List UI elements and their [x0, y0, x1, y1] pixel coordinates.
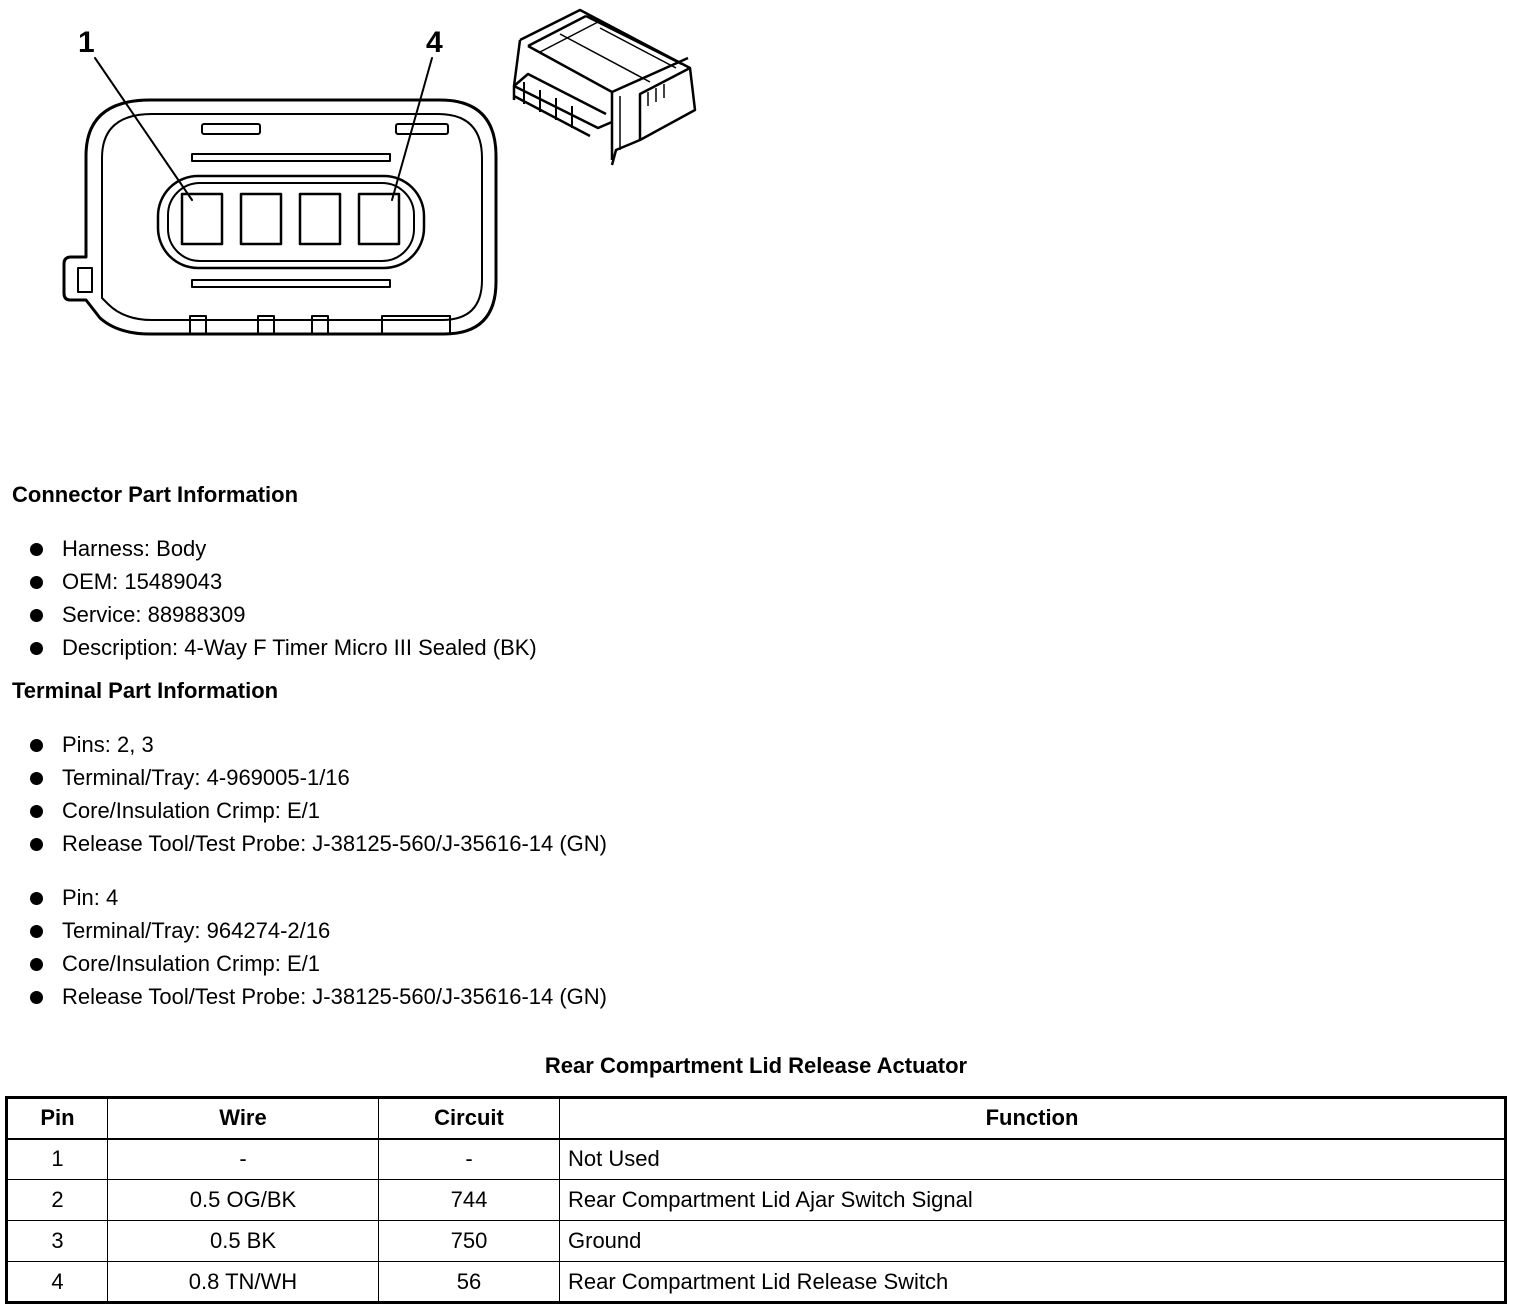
list-item: Harness: Body — [30, 532, 537, 565]
cell-pin: 2 — [7, 1180, 108, 1221]
cell-wire: - — [108, 1139, 379, 1180]
cell-circuit: - — [379, 1139, 560, 1180]
table-header-row — [7, 1098, 1506, 1139]
table-title: Rear Compartment Lid Release Actuator — [544, 1053, 968, 1078]
pinout-table — [5, 1096, 1507, 1304]
cell-wire: 0.5 OG/BK — [108, 1180, 379, 1221]
list-item: Release Tool/Test Probe: J-38125-560/J-35616-14 (GN) — [30, 980, 607, 1013]
cell-pin: 4 — [7, 1262, 108, 1303]
cell-circuit: 750 — [379, 1221, 560, 1262]
cell-circuit: 56 — [379, 1262, 560, 1303]
list-item: Pin: 4 — [30, 881, 607, 914]
cell-function: Rear Compartment Lid Ajar Switch Signal — [560, 1180, 1506, 1221]
terminal-cavity — [158, 176, 424, 268]
list-item: Pins: 2, 3 — [30, 728, 607, 761]
list-item: Terminal/Tray: 964274-2/16 — [30, 914, 607, 947]
connector-part-heading: Connector Part Information — [12, 482, 299, 507]
pin-3-terminal — [300, 194, 340, 244]
pin-2-terminal — [241, 194, 281, 244]
list-item: Core/Insulation Crimp: E/1 — [30, 947, 607, 980]
pin-4-terminal — [359, 194, 399, 244]
terminal-part-list-pins-2-3 — [30, 728, 607, 860]
list-item: Release Tool/Test Probe: J-38125-560/J-35616-14 (GN) — [30, 827, 607, 860]
connector-part-list — [30, 532, 537, 664]
cell-wire: 0.5 BK — [108, 1221, 379, 1262]
cell-function: Rear Compartment Lid Release Switch — [560, 1262, 1506, 1303]
cell-circuit: 744 — [379, 1180, 560, 1221]
terminal-part-heading: Terminal Part Information — [12, 678, 279, 703]
table-row — [7, 1221, 1506, 1262]
pin-4-leader — [392, 58, 432, 200]
cell-function: Not Used — [560, 1139, 1506, 1180]
pin-1-terminal — [182, 194, 222, 244]
connector-diagram — [0, 0, 720, 360]
pin-4-label: 4 — [426, 26, 443, 59]
list-item: Service: 88988309 — [30, 598, 537, 631]
cell-function: Ground — [560, 1221, 1506, 1262]
list-item: Terminal/Tray: 4-969005-1/16 — [30, 761, 607, 794]
cell-wire: 0.8 TN/WH — [108, 1262, 379, 1303]
list-item: Core/Insulation Crimp: E/1 — [30, 794, 607, 827]
table-row — [7, 1139, 1506, 1180]
column-header-wire: Wire — [108, 1098, 379, 1139]
column-header-pin: Pin — [7, 1098, 108, 1139]
table-row — [7, 1180, 1506, 1221]
cell-pin: 1 — [7, 1139, 108, 1180]
column-header-function: Function — [560, 1098, 1506, 1139]
list-item: OEM: 15489043 — [30, 565, 537, 598]
terminal-part-list-pin-4 — [30, 881, 607, 1013]
connector-isometric-view — [514, 10, 695, 165]
column-header-circuit: Circuit — [379, 1098, 560, 1139]
list-item: Description: 4-Way F Timer Micro III Sealed (BK) — [30, 631, 537, 664]
table-row — [7, 1262, 1506, 1303]
cell-pin: 3 — [7, 1221, 108, 1262]
pin-1-label: 1 — [78, 26, 95, 59]
